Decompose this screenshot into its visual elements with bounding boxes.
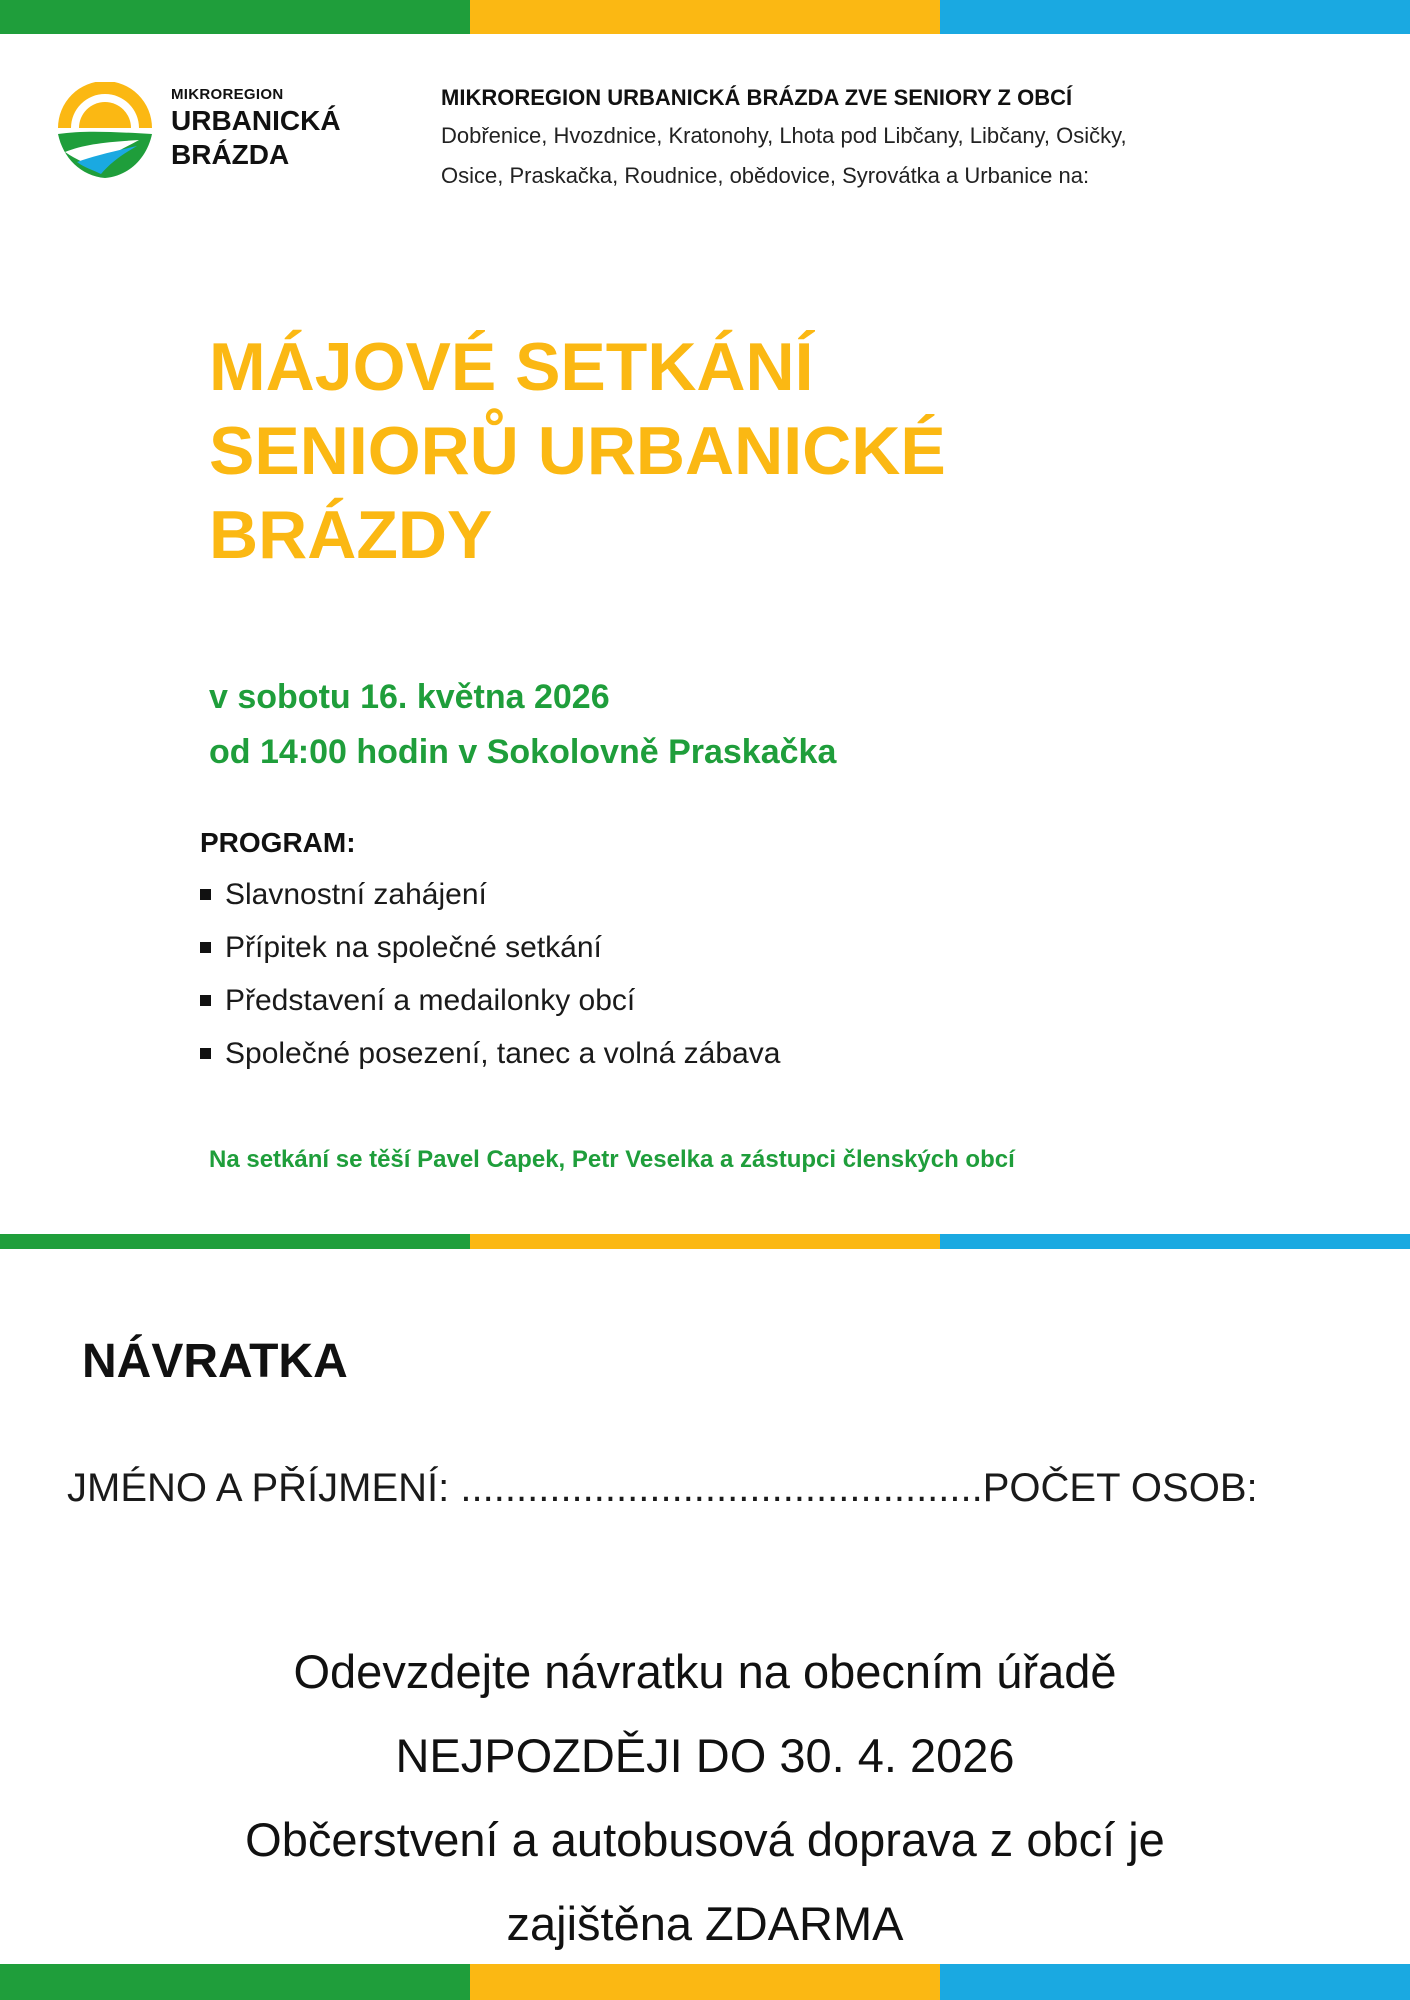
return-slip-title: NÁVRATKA xyxy=(82,1335,348,1388)
event-date: v sobotu 16. května 2026 xyxy=(209,678,610,716)
list-item xyxy=(200,974,780,1027)
bottom-color-stripe xyxy=(0,1964,1410,2000)
stripe-blue xyxy=(940,1234,1410,1249)
event-place: od 14:00 hodin v Sokolovně Praskačka xyxy=(209,733,837,771)
stripe-blue xyxy=(940,1964,1410,2000)
program-item-label: Společné posezení, tanec a volná zábava xyxy=(225,1037,781,1070)
top-color-stripe xyxy=(0,0,1410,34)
bullet-icon xyxy=(200,995,211,1006)
stripe-green xyxy=(0,1964,470,2000)
bullet-icon xyxy=(200,1048,211,1059)
program-heading: PROGRAM: xyxy=(200,827,356,858)
list-item xyxy=(200,921,780,974)
return-slip-form-line xyxy=(67,1466,1258,1511)
name-fill-line[interactable]: ............................................... xyxy=(460,1466,983,1510)
footer-line-1: Odevzdejte návratku na obecním úřadě xyxy=(293,1645,1117,1698)
stripe-yellow xyxy=(470,1964,940,2000)
footer-line-4: zajištěna ZDARMA xyxy=(506,1897,904,1950)
invitation-header xyxy=(441,80,1361,196)
person-count-label: POČET OSOB: xyxy=(982,1466,1258,1510)
stripe-green xyxy=(0,0,470,34)
logo-line-1: URBANICKÁ xyxy=(171,105,341,136)
logo-small-text: MIKROREGION xyxy=(171,86,284,103)
header-villages-line-1: Dobřenice, Hvozdnice, Kratonohy, Lhota pod Libčany, Libčany, Osičky, xyxy=(441,123,1127,148)
event-title xyxy=(209,325,946,577)
hosts-note: Na setkání se těší Pavel Capek, Petr Veselka a zástupci členských obcí xyxy=(209,1146,1015,1173)
stripe-yellow xyxy=(470,0,940,34)
list-item xyxy=(200,1027,780,1080)
name-label: JMÉNO A PŘÍJMENÍ: xyxy=(67,1466,450,1510)
header-title: MIKROREGION URBANICKÁ BRÁZDA ZVE SENIORY Z OBCÍ xyxy=(441,85,1073,110)
stripe-green xyxy=(0,1234,470,1249)
program-item-label: Představení a medailonky obcí xyxy=(225,984,636,1017)
stripe-yellow xyxy=(470,1234,940,1249)
middle-color-stripe xyxy=(0,1234,1410,1249)
return-instructions xyxy=(0,1630,1410,1966)
event-title-line-3: BRÁZDY xyxy=(209,497,493,573)
bullet-icon xyxy=(200,889,211,900)
sun-fields-river-icon xyxy=(55,82,155,182)
header-villages-line-2: Osice, Praskačka, Roudnice, obědovice, Syrovátka a Urbanice na: xyxy=(441,163,1090,188)
event-title-line-2: SENIORŮ URBANICKÉ xyxy=(209,413,946,489)
stripe-blue xyxy=(940,0,1410,34)
footer-line-2: NEJPOZDĚJI DO 30. 4. 2026 xyxy=(395,1729,1015,1782)
logo-line-2: BRÁZDA xyxy=(171,139,290,170)
bullet-icon xyxy=(200,942,211,953)
footer-line-3: Občerstvení a autobusová doprava z obcí je xyxy=(245,1813,1165,1866)
program-section xyxy=(200,818,780,1080)
mikroregion-logo xyxy=(55,82,375,182)
program-item-label: Slavnostní zahájení xyxy=(225,878,487,911)
event-details xyxy=(209,670,836,780)
list-item xyxy=(200,868,780,921)
program-item-label: Přípitek na společné setkání xyxy=(225,931,602,964)
event-title-line-1: MÁJOVÉ SETKÁNÍ xyxy=(209,329,814,405)
